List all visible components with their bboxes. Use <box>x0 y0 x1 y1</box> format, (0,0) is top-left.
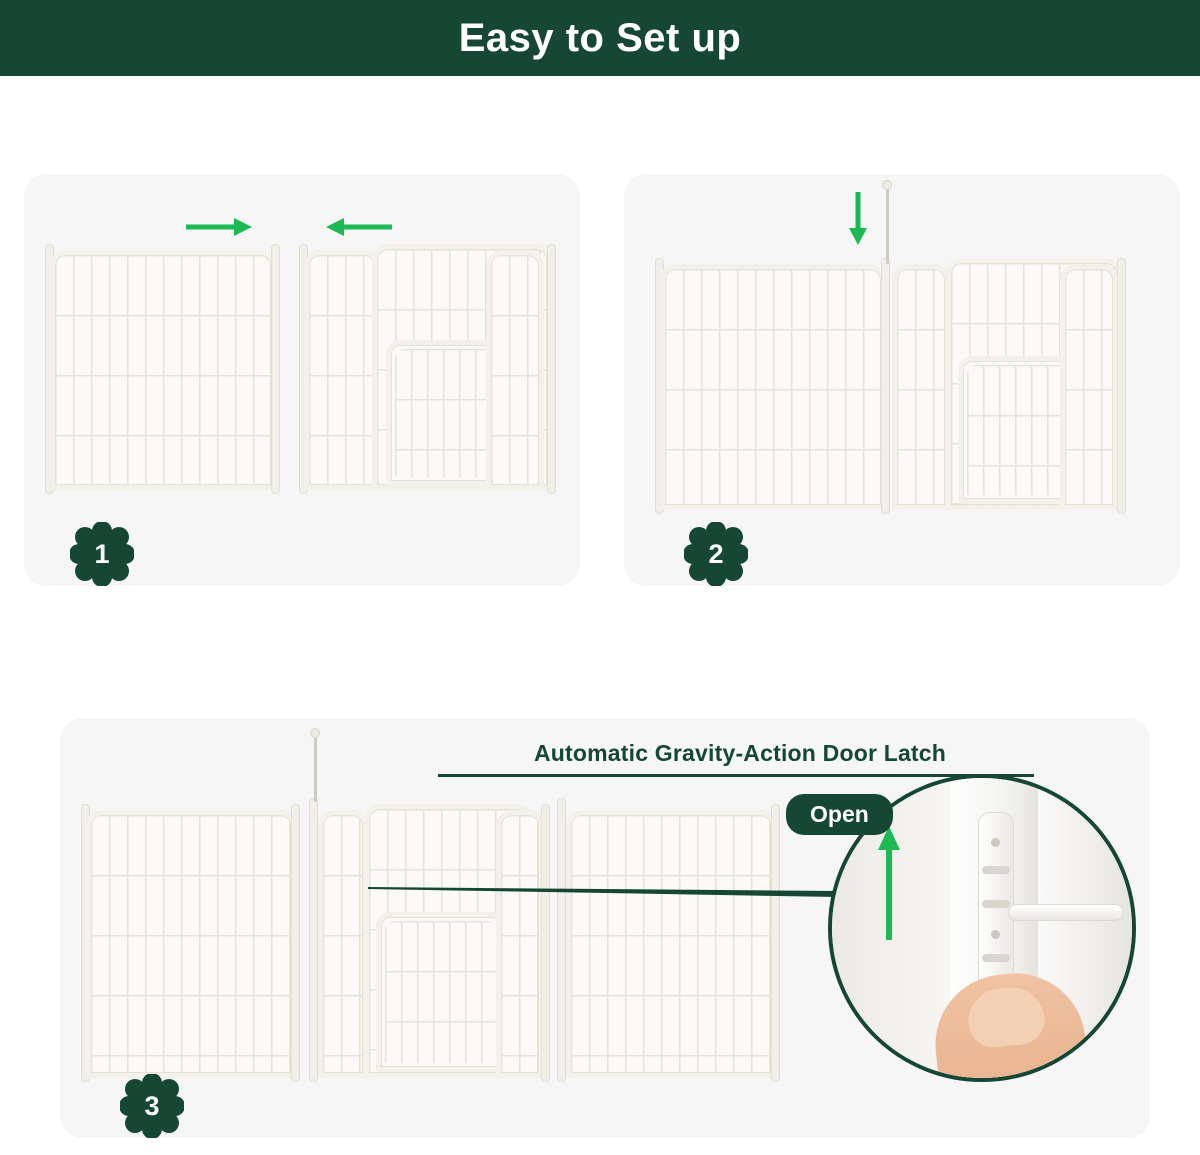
fence-panel-b3 <box>496 810 544 1078</box>
fence-panel-4c <box>1060 264 1118 510</box>
latch-heading: Automatic Gravity-Action Door Latch <box>533 740 947 766</box>
latch-knob-icon-2 <box>310 728 320 738</box>
fence-post-c-right <box>768 804 784 1082</box>
callout-pointer-line <box>368 886 838 898</box>
fence-post-right-2 <box>1114 258 1130 514</box>
fence-panel-1 <box>50 250 276 490</box>
page-title: Easy to Set up <box>458 15 742 60</box>
fence-panel-a <box>86 810 296 1078</box>
fence-panel-c <box>566 810 776 1078</box>
step-3-number: 3 <box>144 1090 160 1121</box>
fence-panel-4a <box>892 264 950 510</box>
fence-panel-3 <box>660 264 886 510</box>
latch-rod-icon <box>1008 904 1124 921</box>
open-badge: Open <box>786 794 893 835</box>
fence-post-b-right <box>538 804 554 1082</box>
latch-pin-icon <box>886 186 889 264</box>
latch-pin-icon-2 <box>314 734 317 802</box>
fence-post-right <box>544 244 560 494</box>
arrow-down-icon <box>846 190 870 251</box>
latch-heading-rule <box>438 774 1034 777</box>
step-1-number: 1 <box>94 538 110 569</box>
fence-post-mid-left <box>268 244 284 494</box>
step-3-badge <box>120 1074 184 1138</box>
fence-post-a-right <box>288 804 304 1082</box>
fence-door-3 <box>376 912 506 1072</box>
arrow-up-icon <box>876 824 902 947</box>
fence-panel-2c <box>486 250 544 490</box>
arrow-left-icon <box>324 216 394 243</box>
step-1-badge <box>70 522 134 586</box>
fence-panel-2a <box>304 250 380 490</box>
header-banner <box>0 0 1200 76</box>
step-2-number: 2 <box>708 538 724 569</box>
fence-panel-b1 <box>318 810 368 1078</box>
arrow-right-icon <box>184 216 254 243</box>
latch-knob-icon <box>882 180 892 190</box>
step-2-badge <box>684 522 748 586</box>
